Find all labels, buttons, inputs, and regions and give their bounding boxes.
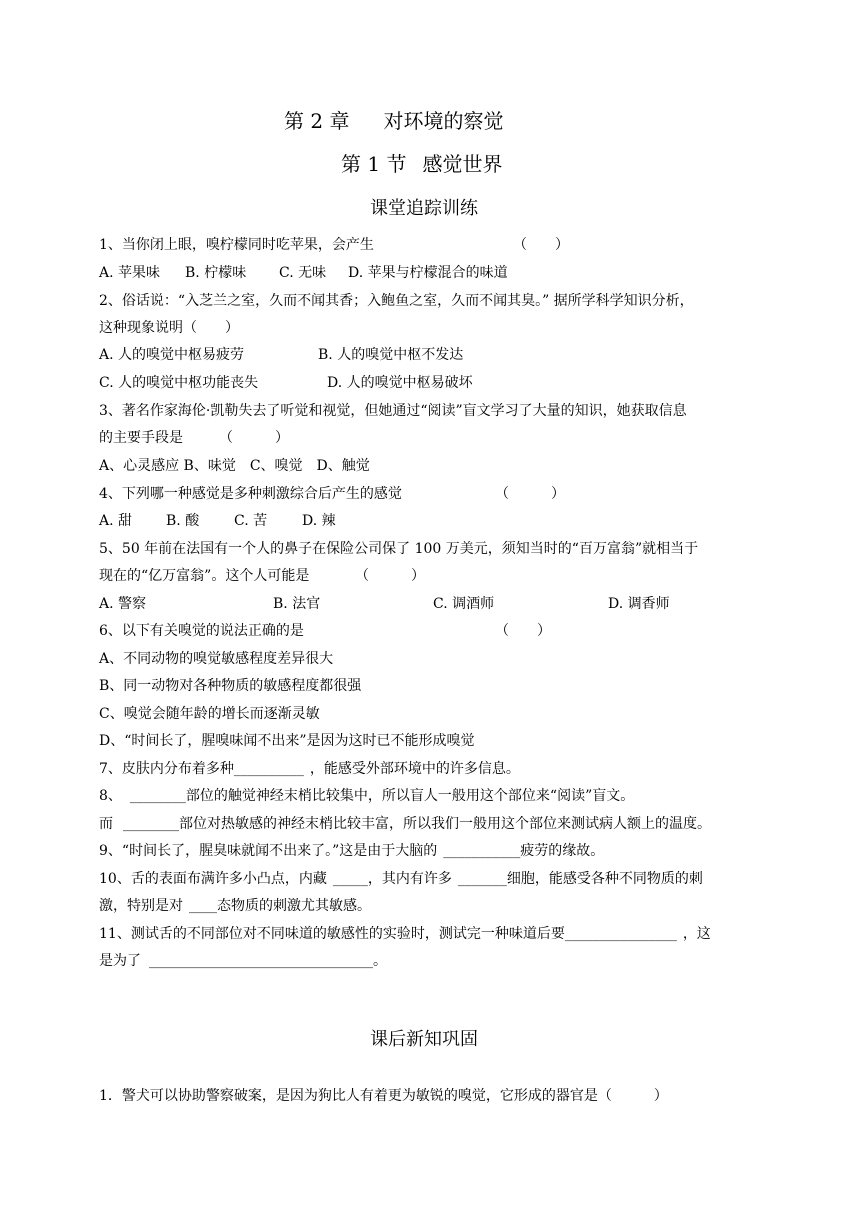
q8-blank-b: ________ xyxy=(123,816,179,832)
q2-stem-line2: 这种现象说明（ ） xyxy=(99,320,239,336)
q5-option-a: A. 警察 xyxy=(99,596,147,612)
q8-blank-a: ________ xyxy=(129,788,186,804)
q6-option-a: A、不同动物的嗅觉敏感程度差异很大 xyxy=(99,651,334,667)
q11-text-d: 。 xyxy=(373,953,387,969)
q11-line2 xyxy=(99,952,387,970)
q1-option-a: A. 苹果味 xyxy=(99,265,161,281)
q2-option-b: B. 人的嗅觉中枢不发达 xyxy=(318,347,464,363)
q10-blank-b: _______ xyxy=(457,871,507,887)
q5-option-b: B. 法官 xyxy=(273,596,321,612)
q4-answer-paren: （ ） xyxy=(495,486,565,502)
q11-blank-b: ________________________________ xyxy=(149,953,373,969)
q3-options: A、心灵感应 B、味觉 C、嗅觉 D、触觉 xyxy=(99,458,370,474)
q10-text-e: 态物质的刺激尤其敏感。 xyxy=(217,898,371,914)
q5-answer-paren: （ ） xyxy=(355,568,425,584)
q11-line1 xyxy=(99,925,711,943)
q9-text-a: 9、“时间长了，腥臭味就闻不出来了。”这是由于大脑的 xyxy=(99,843,438,859)
q8-line1 xyxy=(99,787,634,805)
q4-option-b: B. 酸 xyxy=(166,513,200,529)
q7-blank: __________ xyxy=(233,761,304,777)
q11-blank-a: ________________ xyxy=(564,926,677,942)
q1-option-d: D. 苹果与柠檬混合的味道 xyxy=(348,265,508,281)
review-q1-stem: 1．警犬可以协助警察破案，是因为狗比人有着更为敏锐的嗅觉，它形成的器官是（ ） xyxy=(99,1088,668,1104)
q10-line1 xyxy=(99,870,703,888)
q4-stem: 4、下列哪一种感觉是多种刺激综合后产生的感觉 xyxy=(99,486,402,502)
q1-stem: 1、当你闭上眼，嗅柠檬同时吃苹果，会产生 xyxy=(99,237,374,253)
practice-heading: 课堂追踪训练 xyxy=(370,198,478,219)
section-number: 第 1 节 xyxy=(341,152,407,176)
q10-line2 xyxy=(99,897,371,915)
q2-option-d: D. 人的嗅觉中枢易破坏 xyxy=(327,375,473,391)
q6-option-d: D、“时间长了，腥嗅味闻不出来”是因为这时已不能形成嗅觉 xyxy=(99,733,475,749)
q6-option-c: C、嗅觉会随年龄的增长而逐渐灵敏 xyxy=(99,706,320,722)
review-heading: 课后新知巩固 xyxy=(370,1029,478,1050)
q2-stem-line1: 2、俗话说：“入芝兰之室，久而不闻其香；入鲍鱼之室，久而不闻其臭。” 据所学科学知识分析， xyxy=(99,293,694,309)
q9-line xyxy=(99,842,604,860)
q10-text-a: 10、舌的表面布满许多小凸点，内藏 xyxy=(99,871,327,887)
q6-option-b: B、同一动物对各种物质的敏感程度都很强 xyxy=(99,678,362,694)
q1-answer-paren: （ ） xyxy=(513,237,569,253)
q4-option-a: A. 甜 xyxy=(99,513,133,529)
q4-option-d: D. 辣 xyxy=(302,513,336,529)
chapter-heading xyxy=(284,108,503,134)
q8-text-a: 部位的触觉神经末梢比较集中，所以盲人一般用这个部位来“阅读”盲文。 xyxy=(185,788,635,804)
q5-stem-line2: 现在的“亿万富翁”。这个人可能是 xyxy=(99,568,310,584)
q1-option-b: B. 柠檬味 xyxy=(185,265,247,281)
q3-answer-paren: （ ） xyxy=(219,430,289,446)
q7-text-a: 7、皮肤内分布着多种 xyxy=(99,761,234,777)
q10-text-b: ，其内有许多 xyxy=(367,871,452,887)
q10-blank-c: ____ xyxy=(189,898,217,914)
chapter-number: 第 2 章 xyxy=(284,109,350,133)
section-heading xyxy=(341,151,502,177)
q8-line2 xyxy=(99,815,711,833)
q5-option-d: D. 调香师 xyxy=(608,596,670,612)
q11-text-c: 是为了 xyxy=(99,953,141,969)
q5-option-c: C. 调酒师 xyxy=(433,596,495,612)
q3-stem-line2: 的主要手段是 xyxy=(99,430,183,446)
chapter-title: 对环境的察觉 xyxy=(383,109,504,133)
q6-answer-paren: （ ） xyxy=(495,623,551,639)
q10-blank-a: _____ xyxy=(332,871,368,887)
q3-stem-line1: 3、著名作家海伦·凯勒失去了听觉和视觉，但她通过“阅读”盲文学习了大量的知识，她获取信息 xyxy=(99,403,687,419)
q1-option-c: C. 无味 xyxy=(279,265,327,281)
q2-option-a: A. 人的嗅觉中枢易疲劳 xyxy=(99,347,245,363)
q7-line xyxy=(99,760,520,778)
q11-text-a: 11、测试舌的不同部位对不同味道的敏感性的实验时，测试完一种味道后要 xyxy=(99,926,565,942)
q10-text-d: 激，特别是对 xyxy=(99,898,183,914)
q9-blank: ___________ xyxy=(443,843,521,859)
q8-text-b: 部位对热敏感的神经末梢比较丰富，所以我们一般用这个部位来测试病人额上的温度。 xyxy=(179,816,711,832)
q2-option-c: C. 人的嗅觉中枢功能丧失 xyxy=(99,375,259,391)
q7-text-b: ，能感受外部环境中的许多信息。 xyxy=(309,761,520,777)
q8-er: 而 xyxy=(99,816,113,832)
q6-stem: 6、以下有关嗅觉的说法正确的是 xyxy=(99,623,304,639)
q4-option-c: C. 苦 xyxy=(234,513,268,529)
q11-text-b: ，这 xyxy=(682,926,711,942)
q5-stem-line1: 5、50 年前在法国有一个人的鼻子在保险公司保了 100 万美元，须知当时的“百万富翁”就相当于 xyxy=(99,541,699,557)
q10-text-c: 细胞，能感受各种不同物质的刺 xyxy=(506,871,703,887)
q8-number: 8、 xyxy=(99,788,122,804)
section-title: 感觉世界 xyxy=(422,152,503,176)
q9-text-b: 疲劳的缘故。 xyxy=(520,843,605,859)
